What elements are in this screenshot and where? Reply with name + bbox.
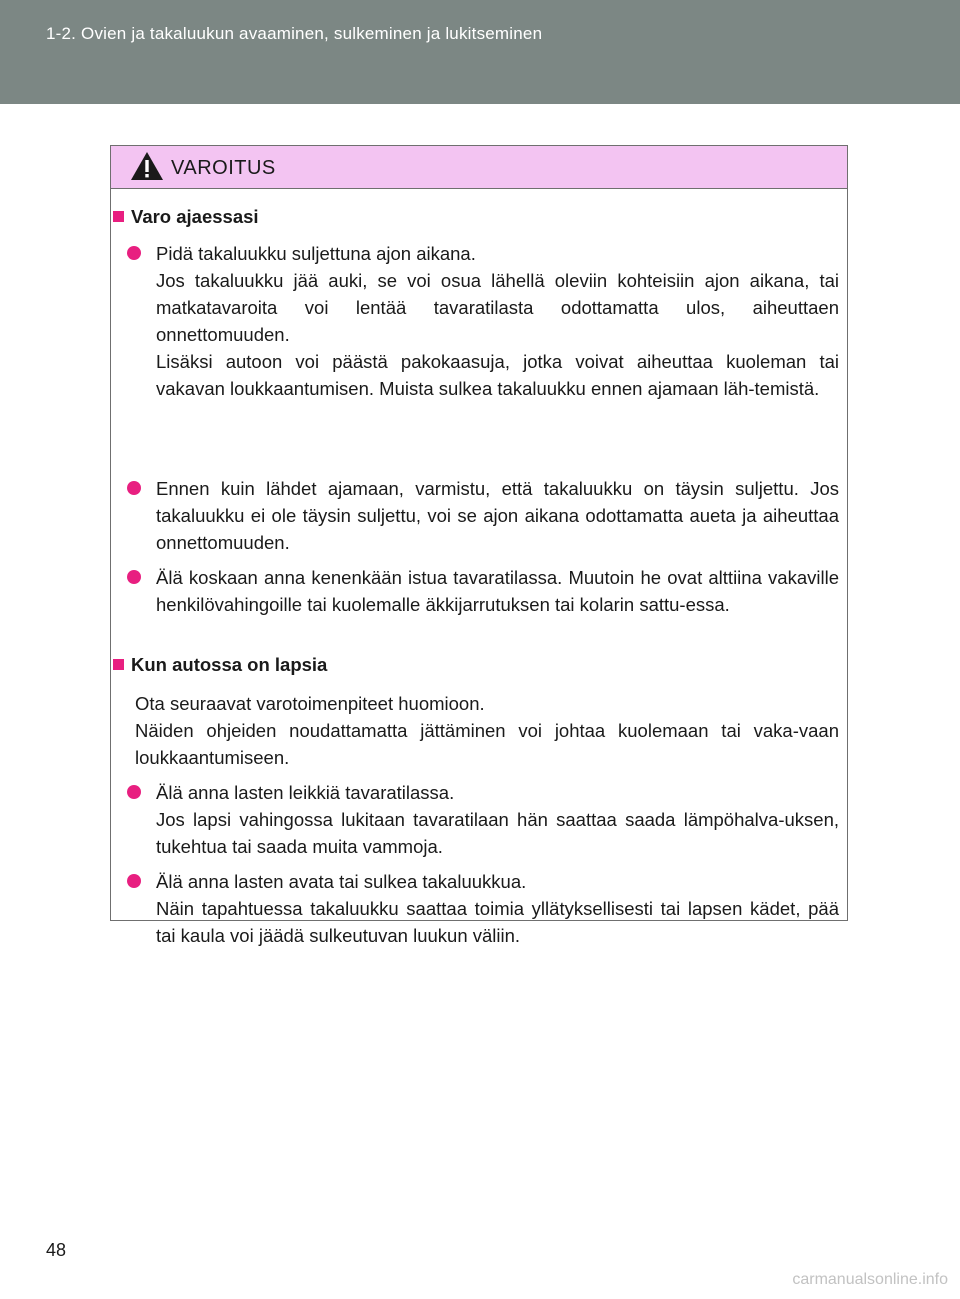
list-item xyxy=(127,779,839,860)
section-heading-varo-ajaessasi: Varo ajaessasi xyxy=(113,204,259,230)
round-bullet-icon xyxy=(127,785,141,799)
list-item xyxy=(127,240,839,402)
round-bullet-icon xyxy=(127,481,141,495)
item-line: Älä anna lasten avata tai sulkea takaluukkua. xyxy=(156,871,527,892)
item-line: Älä koskaan anna kenenkään istua tavaratilassa. Muutoin he ovat alttiina vakaville henkilövahingoille tai kuolemalle äkkijarrutuksen tai kolarin sattu-essa. xyxy=(156,567,839,615)
item-line: Älä anna lasten leikkiä tavaratilassa. xyxy=(156,782,455,803)
square-bullet-icon xyxy=(113,211,124,222)
list-item xyxy=(127,868,839,949)
intro-line: Ota seuraavat varotoimenpiteet huomioon. xyxy=(135,693,485,714)
header-band xyxy=(0,0,960,104)
list-item xyxy=(127,475,839,556)
item-line: Lisäksi autoon voi päästä pakokaasuja, jotka voivat aiheuttaa kuoleman tai vakavan loukkaantumisen. Muista sulkea takaluukku ennen ajamaan läh-temistä. xyxy=(156,351,839,399)
watermark: carmanualsonline.info xyxy=(792,1271,948,1288)
round-bullet-icon xyxy=(127,874,141,888)
round-bullet-icon xyxy=(127,570,141,584)
item-line: Näin tapahtuessa takaluukku saattaa toimia yllätyksellisesti tai lapsen kädet, pää tai kaula voi jäädä sulkeutuvan luukun väliin. xyxy=(156,898,839,946)
item-line: Pidä takaluukku suljettuna ajon aikana. xyxy=(156,243,476,264)
section-heading-kun-autossa-on-lapsia: Kun autossa on lapsia xyxy=(113,652,327,678)
round-bullet-icon xyxy=(127,246,141,260)
list-item xyxy=(127,564,839,618)
item-line: Jos lapsi vahingossa lukitaan tavaratilaan hän saattaa saada lämpöhalva-uksen, tukehtua tai saada muita vammoja. xyxy=(156,809,839,857)
section-title: 1-2. Ovien ja takaluukun avaaminen, sulkeminen ja lukitseminen xyxy=(46,24,543,43)
item-line: Ennen kuin lähdet ajamaan, varmistu, että takaluukku on täysin suljettu. Jos takaluukku ei ole täysin suljettu, voi se ajon aikana odottamatta aueta ja aiheuttaa onnettomuuden. xyxy=(156,478,839,553)
intro-line: Näiden ohjeiden noudattamatta jättäminen voi johtaa kuolemaan tai vaka-vaan loukkaantumiseen. xyxy=(135,720,839,768)
item-line: Jos takaluukku jää auki, se voi osua lähellä oleviin kohteisiin ajon aikana, tai matkatavaroita voi lentää tavaratilasta odottamatta ulos, aiheuttaen onnettomuuden. xyxy=(156,270,839,345)
warning-title: VAROITUS xyxy=(171,157,276,179)
page-number: 48 xyxy=(46,1240,67,1260)
square-bullet-icon xyxy=(113,659,124,670)
warning-header xyxy=(111,146,847,189)
warning-triangle-icon xyxy=(129,150,165,182)
warning-box xyxy=(110,145,848,946)
